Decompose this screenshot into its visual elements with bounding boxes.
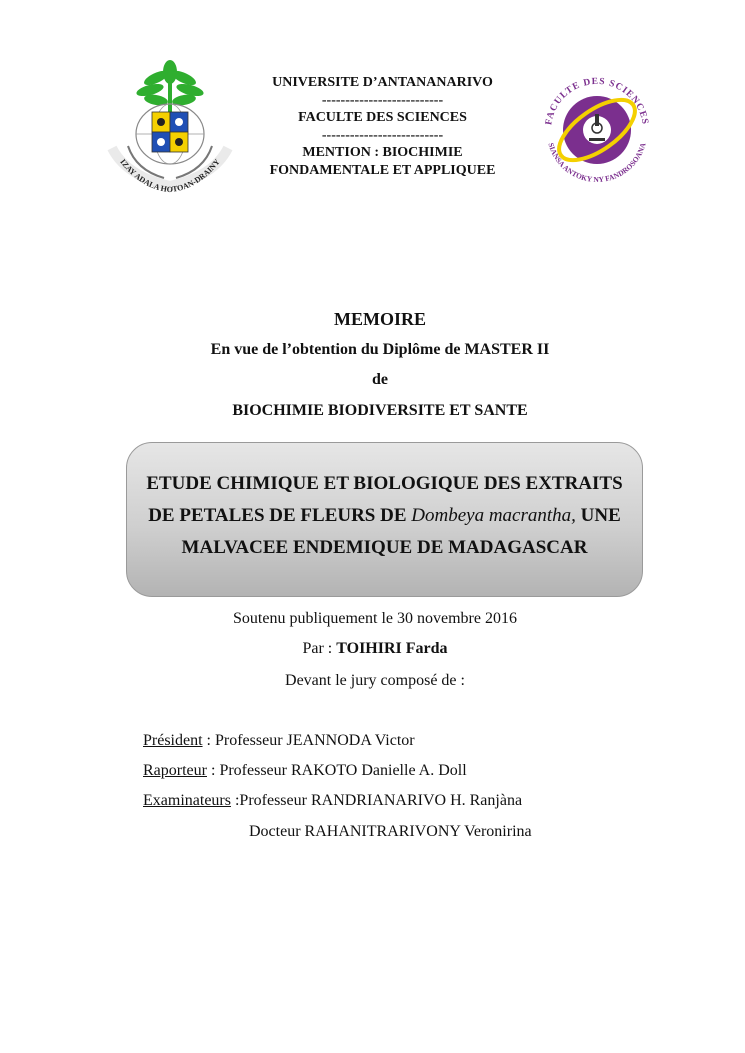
university-coat-of-arms-icon xyxy=(106,50,234,198)
species-name: Dombeya macrantha, xyxy=(411,505,576,526)
mention-line-2: FONDAMENTALE ET APPLIQUEE xyxy=(269,162,496,178)
title-line-3: MALVACEE ENDEMIQUE DE MADAGASCAR xyxy=(181,537,588,558)
jury-separator: : xyxy=(206,762,220,779)
university-name: UNIVERSITE D’ANTANANARIVO xyxy=(272,75,493,90)
title-line-2-prefix: DE PETALES DE FLEURS DE xyxy=(148,505,412,526)
specialty-line: BIOCHIMIE BIODIVERSITE ET SANTE xyxy=(232,402,528,419)
author-line xyxy=(0,640,745,658)
diploma-line: En vue de l’obtention du Diplôme de MASTER II xyxy=(210,341,550,358)
author-label: Par : xyxy=(302,640,337,657)
jury-role-president: Président xyxy=(143,732,203,749)
jury-separator: : xyxy=(230,792,240,809)
thesis-title xyxy=(127,468,642,564)
de-line: de xyxy=(372,371,388,388)
title-line-2 xyxy=(127,500,642,532)
jury-examinateur-2-name: Docteur RAHANITRARIVONY Veronirina xyxy=(249,823,532,840)
svg-text:FACULTE DES SCIENCES: FACULTE DES SCIENCES xyxy=(544,76,650,126)
jury-role-rapporteur: Raporteur xyxy=(143,762,207,779)
thesis-title-box xyxy=(126,442,643,597)
memoire-heading: MEMOIRE xyxy=(334,309,426,329)
faculty-name: FACULTE DES SCIENCES xyxy=(298,110,467,125)
defense-date: Soutenu publiquement le 30 novembre 2016 xyxy=(233,610,517,627)
jury-separator: : xyxy=(202,732,215,749)
jury-president-name: Professeur JEANNODA Victor xyxy=(215,732,415,749)
title-line-2-suffix: UNE xyxy=(575,505,621,526)
jury-examinateur-1-name: Professeur RANDRIANARIVO H. Ranjàna xyxy=(239,792,523,809)
faculty-of-sciences-seal-icon xyxy=(533,70,661,188)
jury-examinateurs xyxy=(143,792,522,810)
header-separator: -------------------------- xyxy=(321,127,444,143)
mention-line-1: MENTION : BIOCHIMIE xyxy=(302,145,463,160)
jury-rapporteur-name: Professeur RAKOTO Danielle A. Doll xyxy=(219,762,467,779)
jury-intro: Devant le jury composé de : xyxy=(285,672,465,689)
header-separator: -------------------------- xyxy=(321,92,444,108)
institution-header xyxy=(240,74,525,179)
jury-president xyxy=(143,732,415,750)
title-line-1: ETUDE CHIMIQUE ET BIOLOGIQUE DES EXTRAITS xyxy=(146,473,623,494)
svg-text:IZAY ADALA HOTOAN-DRAINY: IZAY ADALA HOTOAN-DRAINY xyxy=(118,157,222,195)
author-name: TOIHIRI Farda xyxy=(336,640,448,657)
svg-text:SIANSA ANTOKY NY FANDROSOANA: SIANSA ANTOKY NY FANDROSOANA xyxy=(546,141,648,185)
jury-rapporteur xyxy=(143,762,467,780)
jury-role-examinateurs: Examinateurs xyxy=(143,792,231,809)
